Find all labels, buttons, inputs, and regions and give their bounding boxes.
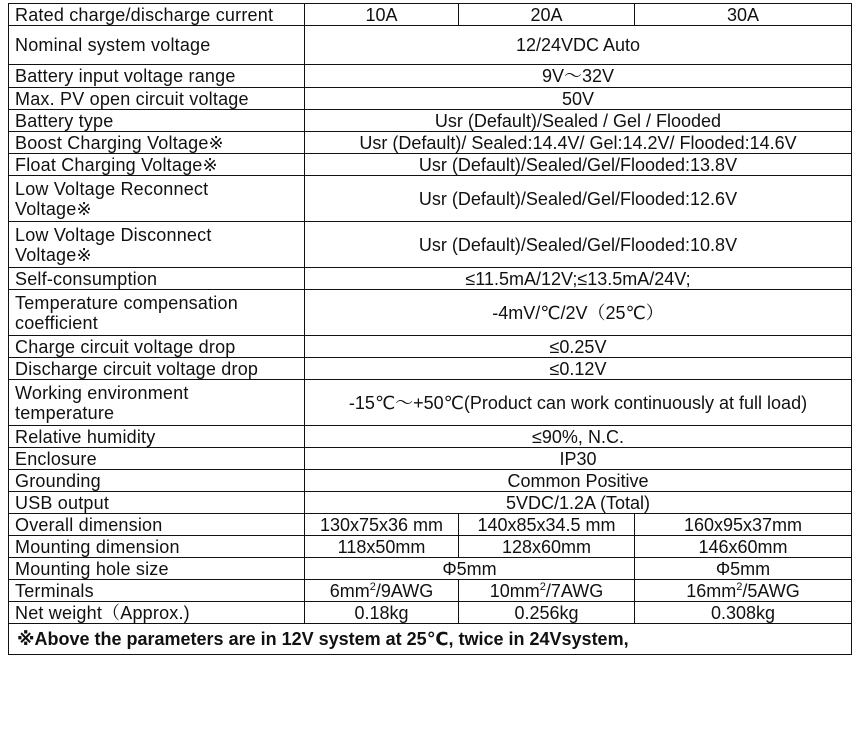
row-discharge-drop <box>9 358 852 380</box>
row-label: Overall dimension <box>9 514 305 536</box>
label-line: Voltage※ <box>15 198 92 219</box>
row-rated-current <box>9 4 852 26</box>
value-20a: 0.256kg <box>459 602 635 624</box>
row-mounting-dimension <box>9 536 852 558</box>
row-humidity <box>9 426 852 448</box>
row-value: ≤0.12V <box>305 358 852 380</box>
row-label: Max. PV open circuit voltage <box>9 88 305 110</box>
spec-sheet <box>8 3 852 655</box>
value-20a: 140x85x34.5 mm <box>459 514 635 536</box>
row-value: Common Positive <box>305 470 852 492</box>
row-label: Float Charging Voltage※ <box>9 154 305 176</box>
row-label: Battery input voltage range <box>9 65 305 88</box>
row-grounding <box>9 470 852 492</box>
terminal-size: 6mm <box>329 580 370 601</box>
label-line: Working environment <box>15 382 189 403</box>
row-label: Relative humidity <box>9 426 305 448</box>
row-usb-output <box>9 492 852 514</box>
terminal-awg: /9AWG <box>375 580 434 601</box>
row-self-consumption <box>9 268 852 290</box>
superscript: 2 <box>539 580 546 593</box>
row-label <box>9 222 305 268</box>
row-label: Rated charge/discharge current <box>9 4 305 26</box>
row-value: ≤11.5mA/12V;≤13.5mA/24V; <box>305 268 852 290</box>
specification-table <box>8 3 852 655</box>
row-enclosure <box>9 448 852 470</box>
row-working-environment <box>9 380 852 426</box>
value-10a <box>305 580 459 602</box>
row-value: ≤0.25V <box>305 336 852 358</box>
value-30a: 0.308kg <box>635 602 852 624</box>
row-battery-type <box>9 110 852 132</box>
row-label <box>9 380 305 426</box>
row-label: Boost Charging Voltage※ <box>9 132 305 154</box>
value-30a: 146x60mm <box>635 536 852 558</box>
row-value: ≤90%, N.C. <box>305 426 852 448</box>
row-terminals <box>9 580 852 602</box>
row-low-voltage-reconnect <box>9 176 852 222</box>
row-temperature-compensation <box>9 290 852 336</box>
row-charge-drop <box>9 336 852 358</box>
row-boost-voltage <box>9 132 852 154</box>
value-20a: 20A <box>459 4 635 26</box>
value-30a <box>635 580 852 602</box>
row-value: IP30 <box>305 448 852 470</box>
value-10a: 0.18kg <box>305 602 459 624</box>
value-30a: 30A <box>635 4 852 26</box>
row-value: Usr (Default)/Sealed/Gel/Flooded:12.6V <box>305 176 852 222</box>
row-value: Usr (Default)/Sealed/Gel/Flooded:10.8V <box>305 222 852 268</box>
row-footnote <box>9 624 852 655</box>
label-line: Voltage※ <box>15 244 92 265</box>
row-mounting-hole <box>9 558 852 580</box>
value-10a-20a: Φ5mm <box>305 558 635 580</box>
row-value: Usr (Default)/ Sealed:14.4V/ Gel:14.2V/ Flooded:14.6V <box>305 132 852 154</box>
value-10a: 130x75x36 mm <box>305 514 459 536</box>
row-value: 9V～32V <box>305 65 852 88</box>
terminal-awg: /7AWG <box>545 580 604 601</box>
row-label: Terminals <box>9 580 305 602</box>
row-label <box>9 176 305 222</box>
label-line: temperature <box>15 402 115 423</box>
label-line: Low Voltage Disconnect <box>15 224 212 245</box>
footnote: ※Above the parameters are in 12V system at 25℃, twice in 24Vsystem, <box>9 624 852 655</box>
row-value: -15℃～+50℃(Product can work continuously at full load) <box>305 380 852 426</box>
row-value: 12/24VDC Auto <box>305 26 852 65</box>
label-line: Temperature compensation <box>15 292 238 313</box>
value-10a: 10A <box>305 4 459 26</box>
row-value: Usr (Default)/Sealed/Gel/Flooded:13.8V <box>305 154 852 176</box>
row-label: Nominal system voltage <box>9 26 305 65</box>
row-nominal-voltage <box>9 26 852 65</box>
row-label: Mounting hole size <box>9 558 305 580</box>
terminal-size: 16mm <box>686 580 737 601</box>
terminal-awg: /5AWG <box>742 580 800 601</box>
value-20a: 128x60mm <box>459 536 635 558</box>
row-pv-open-circuit <box>9 88 852 110</box>
terminal-size: 10mm <box>489 580 540 601</box>
row-low-voltage-disconnect <box>9 222 852 268</box>
superscript: 2 <box>369 580 376 593</box>
value-30a: Φ5mm <box>635 558 852 580</box>
value-10a: 118x50mm <box>305 536 459 558</box>
row-label: Net weight（Approx.) <box>9 602 305 624</box>
row-label: Enclosure <box>9 448 305 470</box>
superscript: 2 <box>736 580 743 593</box>
row-label: Charge circuit voltage drop <box>9 336 305 358</box>
row-value: 5VDC/1.2A (Total) <box>305 492 852 514</box>
value-20a <box>459 580 635 602</box>
row-label <box>9 290 305 336</box>
row-float-voltage <box>9 154 852 176</box>
value-30a: 160x95x37mm <box>635 514 852 536</box>
row-value: -4mV/℃/2V（25℃） <box>305 290 852 336</box>
row-label: Self-consumption <box>9 268 305 290</box>
row-value: Usr (Default)/Sealed / Gel / Flooded <box>305 110 852 132</box>
label-line: coefficient <box>15 312 98 333</box>
row-label: Battery type <box>9 110 305 132</box>
row-overall-dimension <box>9 514 852 536</box>
row-label: Grounding <box>9 470 305 492</box>
row-label: Discharge circuit voltage drop <box>9 358 305 380</box>
label-line: Low Voltage Reconnect <box>15 178 209 199</box>
row-battery-input-range <box>9 65 852 88</box>
row-label: Mounting dimension <box>9 536 305 558</box>
row-label: USB output <box>9 492 305 514</box>
row-net-weight <box>9 602 852 624</box>
row-value: 50V <box>305 88 852 110</box>
